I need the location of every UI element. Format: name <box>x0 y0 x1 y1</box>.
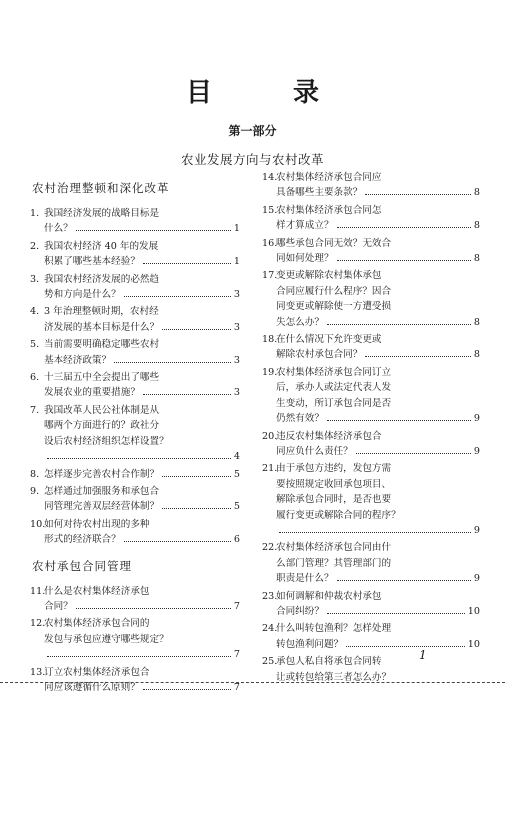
entry-number: 6. <box>30 372 40 384</box>
section-heading: 农村承包合同管理 <box>32 558 132 573</box>
entry-text: 哪些承包合同无效？无效合 <box>276 237 392 249</box>
entry-text: 济发展的基本目标是什么？ <box>44 321 160 333</box>
entry-text: 合同应履行什么程序？因合 <box>276 285 392 297</box>
toc-entry <box>30 272 240 303</box>
entry-text: 当前需要明确稳定哪些农村 <box>44 339 160 351</box>
entry-number: 20. <box>262 430 278 442</box>
entry-page: 8 <box>473 349 480 361</box>
entry-text: 哪两个方面进行的？政社分 <box>44 420 160 432</box>
entry-text: 失怎么办？ <box>276 316 324 328</box>
entry-text: 订立农村集体经济承包合 <box>44 666 150 678</box>
entry-text: 十三届五中全会提出了哪些 <box>44 372 160 384</box>
entry-text: 我国农村经济 40 年的发展 <box>44 240 159 252</box>
part-subtitle: 农业发展方向与农村改革 <box>180 152 324 167</box>
entry-text: 如何调解和仲裁农村承包 <box>276 590 382 602</box>
toc-entry <box>262 429 480 460</box>
dot-leader <box>337 580 471 581</box>
entry-number: 4. <box>30 306 40 318</box>
entry-text: 积累了哪些基本经验？ <box>44 256 140 268</box>
dot-leader <box>143 394 231 395</box>
toc-entry <box>30 370 240 401</box>
entry-text: 合同？ <box>44 600 73 612</box>
entry-number: 14. <box>262 172 278 183</box>
entry-line <box>276 380 480 395</box>
entry-text: 解除农村承包合同？ <box>276 349 363 361</box>
entry-number: 11. <box>30 585 46 597</box>
entry-line <box>44 385 240 400</box>
entry-line <box>44 370 240 385</box>
toc-entry <box>30 517 240 548</box>
entry-text: 形式的经济联合？ <box>44 534 121 546</box>
entry-page: 7 <box>233 649 240 661</box>
entry-text: 农村集体经济承包合同怎 <box>276 204 382 216</box>
dot-leader <box>162 329 231 330</box>
entry-line <box>44 403 240 418</box>
toc-entry <box>262 461 480 538</box>
entry-line <box>276 347 480 362</box>
entry-line <box>44 665 240 680</box>
entry-line <box>276 621 480 636</box>
entry-page: 5 <box>233 501 240 513</box>
toc-right-column <box>262 170 480 687</box>
entry-line <box>44 517 240 532</box>
entry-line <box>44 599 240 614</box>
entry-text: 合同纠纷？ <box>276 605 324 617</box>
entry-line <box>276 604 480 619</box>
entry-text: 我国经济发展的战略目标是 <box>44 208 160 219</box>
entry-line <box>44 353 240 368</box>
entry-number: 23. <box>262 590 278 602</box>
toc-entry <box>30 239 240 270</box>
toc-entry <box>30 337 240 368</box>
entry-line <box>44 320 240 335</box>
entry-page: 8 <box>473 220 480 232</box>
dot-leader <box>47 458 231 459</box>
entry-text: 同变更或解除使一方遭受损 <box>276 301 392 313</box>
dot-leader <box>327 420 471 421</box>
dot-leader <box>47 656 231 657</box>
toc-entry <box>30 467 240 482</box>
entry-line <box>276 185 480 200</box>
entry-text: 承包人私自将承包合同转 <box>276 656 382 668</box>
toc-left-column <box>30 170 240 697</box>
entry-line <box>276 637 480 652</box>
entry-page: 8 <box>473 316 480 328</box>
entry-number: 22. <box>262 542 278 554</box>
entry-text: 解除承包合同时，是否也要 <box>276 494 392 506</box>
toc-entry <box>262 589 480 620</box>
entry-line <box>44 449 240 464</box>
dot-leader <box>162 476 231 477</box>
entry-text: 什么叫转包渔利？怎样处理 <box>276 623 392 635</box>
dot-leader <box>143 689 231 690</box>
entry-page: 9 <box>473 524 480 536</box>
entry-page: 7 <box>233 681 240 693</box>
entry-text: 发包与承包应遵守哪些规定？ <box>44 633 169 645</box>
entry-text: 怎样逐步完善农村合作制？ <box>44 468 160 480</box>
entry-text: 同管理完善双层经营体制？ <box>44 501 160 513</box>
entry-line <box>276 523 480 538</box>
entry-line <box>276 218 480 233</box>
entry-line <box>44 647 240 662</box>
entry-line <box>276 315 480 330</box>
entry-number: 15. <box>262 204 278 216</box>
toc-entry <box>262 332 480 363</box>
entry-text: 什么？ <box>44 223 73 235</box>
entry-number: 21. <box>262 463 278 475</box>
entry-line <box>44 272 240 287</box>
entry-line <box>44 287 240 302</box>
entry-text: 由于承包方违约，发包方需 <box>276 463 392 475</box>
entry-page: 3 <box>233 289 240 301</box>
entry-page: 1 <box>233 256 240 268</box>
entry-text: 么部门管理？其管理部门的 <box>276 557 392 569</box>
entry-number: 8. <box>30 468 40 480</box>
entry-text: 怎样通过加强服务和承包合 <box>44 485 160 497</box>
entry-line <box>276 396 480 411</box>
toc-entry <box>262 540 480 586</box>
entry-text: 同如何处理？ <box>276 253 334 265</box>
entry-page: 10 <box>467 638 480 650</box>
entry-number: 18. <box>262 334 278 346</box>
entry-page: 9 <box>473 573 480 585</box>
entry-text: 违反农村集体经济承包合 <box>276 430 382 442</box>
entry-line <box>44 221 240 236</box>
entry-line <box>276 477 480 492</box>
entry-text: 让或转包给第三者怎么办？ <box>276 671 392 683</box>
dot-leader <box>337 260 471 261</box>
entry-number: 7. <box>30 404 40 416</box>
entry-number: 5. <box>30 339 40 351</box>
entry-text: 同应负什么责任？ <box>276 445 353 457</box>
entry-number: 16. <box>262 237 278 249</box>
toc-entry <box>262 268 480 330</box>
dot-leader <box>279 532 471 533</box>
entry-text: 我国改革人民公社体制是从 <box>44 404 160 416</box>
toc-entry <box>262 654 480 685</box>
entry-number: 24. <box>262 623 278 635</box>
entry-line <box>44 418 240 433</box>
entry-line <box>44 304 240 319</box>
entry-number: 13. <box>30 666 46 678</box>
entry-text: 生变动，所订承包合同是否 <box>276 397 392 409</box>
entry-line <box>44 532 240 547</box>
scan-edge-rule <box>0 682 505 683</box>
toc-entry <box>30 665 240 696</box>
page-number: 1 <box>419 648 427 662</box>
toc-entry <box>262 236 480 267</box>
entry-line <box>44 467 240 482</box>
section-heading: 农村治理整顿和深化改革 <box>32 181 170 195</box>
dot-leader <box>76 608 231 609</box>
entry-page: 5 <box>233 468 240 480</box>
entry-text: 农村集体经济承包合同由什 <box>276 542 392 554</box>
entry-line <box>44 499 240 514</box>
entry-line <box>276 251 480 266</box>
page-title: 目 录 <box>185 78 356 108</box>
entry-text: 基本经济政策？ <box>44 354 112 366</box>
entry-line <box>276 268 480 283</box>
toc-entry <box>262 170 480 201</box>
dot-leader <box>327 613 465 614</box>
entry-number: 12. <box>30 618 46 630</box>
entry-text: 如何对待农村出现的多种 <box>44 518 150 530</box>
toc-entry <box>30 616 240 662</box>
entry-page: 1 <box>233 223 240 235</box>
part-heading: 第一部分 <box>228 124 277 138</box>
entry-line <box>276 429 480 444</box>
dot-leader <box>327 324 471 325</box>
entry-text: 要按照规定收回承包项目、 <box>276 478 392 490</box>
entry-line <box>276 299 480 314</box>
entry-page: 8 <box>473 187 480 199</box>
entry-text: 同应该遵循什么原则？ <box>44 681 140 693</box>
dot-leader <box>143 263 231 264</box>
entry-line <box>276 170 480 185</box>
entry-line <box>44 206 240 221</box>
toc-entry <box>262 621 480 652</box>
entry-line <box>276 589 480 604</box>
entry-line <box>276 508 480 523</box>
dot-leader <box>76 230 231 231</box>
entry-line <box>276 411 480 426</box>
dot-leader <box>356 453 471 454</box>
entry-line <box>44 337 240 352</box>
entry-line <box>44 584 240 599</box>
entry-line <box>276 365 480 380</box>
entry-page: 3 <box>233 321 240 333</box>
entry-page: 3 <box>233 354 240 366</box>
entry-number: 2. <box>30 240 40 252</box>
entry-line <box>276 332 480 347</box>
entry-line <box>44 254 240 269</box>
dot-leader <box>124 296 231 297</box>
entry-line <box>44 434 240 449</box>
entry-text: 转包渔利问题？ <box>276 638 344 650</box>
entry-text: 势和方向是什么？ <box>44 289 121 301</box>
entry-number: 1. <box>30 208 40 219</box>
entry-page: 10 <box>467 605 480 617</box>
entry-page: 9 <box>473 445 480 457</box>
entry-line <box>44 616 240 631</box>
entry-number: 17. <box>262 270 278 282</box>
entry-line <box>276 654 480 669</box>
toc-entry <box>30 206 240 237</box>
dot-leader <box>346 646 465 647</box>
toc-entry <box>30 304 240 335</box>
toc-entry <box>30 403 240 465</box>
entry-line <box>276 492 480 507</box>
entry-page: 6 <box>233 534 240 546</box>
entry-line <box>276 284 480 299</box>
entry-text: 后，承办人或法定代表人发 <box>276 382 392 394</box>
entry-line <box>276 444 480 459</box>
entry-text: 样才算成立？ <box>276 220 334 232</box>
entry-text: 农村集体经济承包合同的 <box>44 618 150 630</box>
entry-number: 9. <box>30 485 40 497</box>
entry-line <box>276 236 480 251</box>
toc-entry <box>30 584 240 615</box>
toc-entry <box>30 484 240 515</box>
dot-leader <box>365 194 471 195</box>
entry-number: 19. <box>262 366 278 378</box>
entry-text: 3 年治理整顿时期，农村经 <box>44 306 159 318</box>
entry-number: 10. <box>30 518 46 530</box>
entry-page: 8 <box>473 253 480 265</box>
entry-text: 职责是什么？ <box>276 573 334 585</box>
entry-text: 变更或解除农村集体承包 <box>276 270 382 282</box>
entry-line <box>44 484 240 499</box>
entry-line <box>276 556 480 571</box>
entry-text: 具备哪些主要条款？ <box>276 187 363 199</box>
entry-text: 设后农村经济组织怎样设置？ <box>44 435 169 447</box>
entry-line <box>276 540 480 555</box>
entry-page: 4 <box>233 451 240 463</box>
entry-line <box>276 571 480 586</box>
entry-text: 仍然有效？ <box>276 413 324 425</box>
entry-text: 履行变更或解除合同的程序？ <box>276 509 401 521</box>
entry-number: 3. <box>30 273 40 285</box>
dot-leader <box>114 362 231 363</box>
entry-text: 什么是农村集体经济承包 <box>44 585 150 597</box>
toc-entry <box>262 203 480 234</box>
entry-line <box>276 203 480 218</box>
dot-leader <box>162 508 231 509</box>
entry-line <box>276 461 480 476</box>
dot-leader <box>365 356 471 357</box>
entry-text: 我国农村经济发展的必然趋 <box>44 273 160 285</box>
entry-number: 25. <box>262 656 278 668</box>
entry-text: 在什么情况下允许变更或 <box>276 334 382 346</box>
entry-line <box>44 632 240 647</box>
entry-page: 3 <box>233 387 240 399</box>
entry-text: 农村集体经济承包合同应 <box>276 172 382 183</box>
entry-text: 发展农业的重要措施？ <box>44 387 140 399</box>
entry-page: 9 <box>473 413 480 425</box>
entry-page: 7 <box>233 600 240 612</box>
entry-text: 农村集体经济承包合同订立 <box>276 366 392 378</box>
entry-line <box>44 239 240 254</box>
toc-entry <box>262 365 480 427</box>
dot-leader <box>124 541 231 542</box>
dot-leader <box>337 227 471 228</box>
